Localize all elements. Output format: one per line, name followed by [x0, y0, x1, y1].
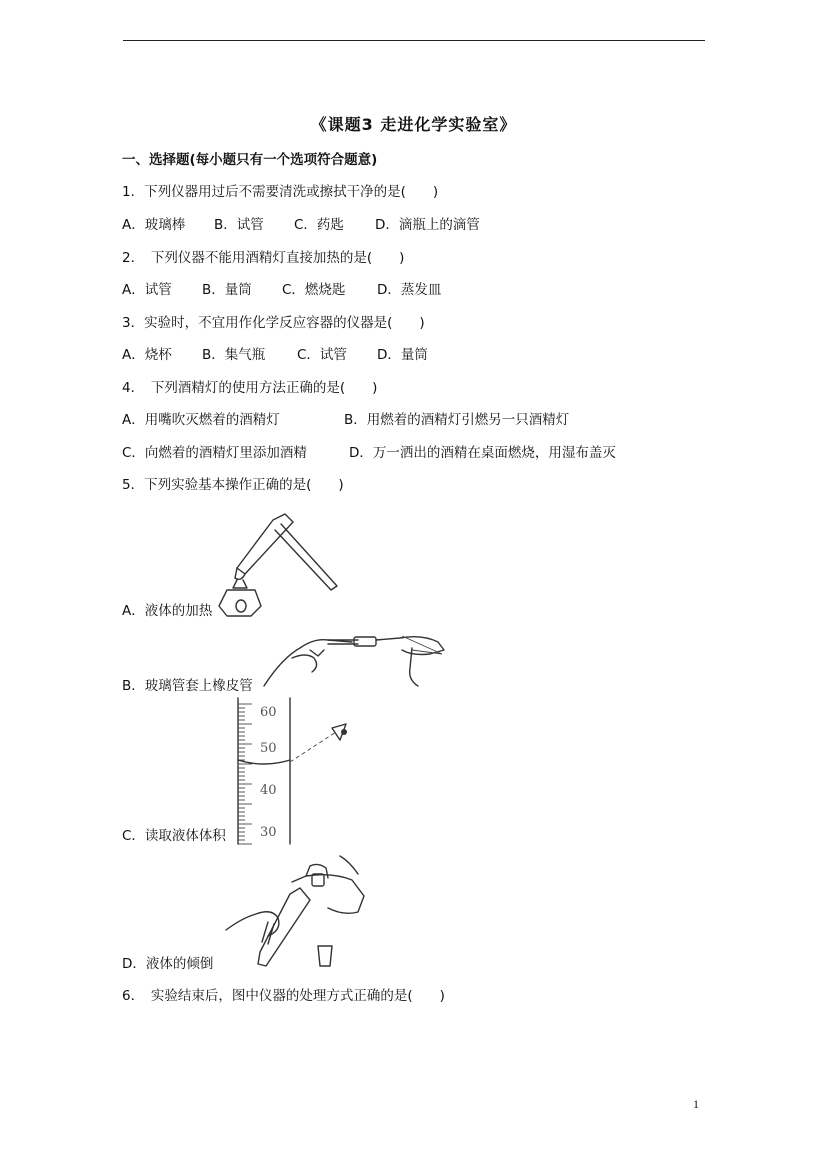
question-4-stem: 4． 下列酒精灯的使用方法正确的是( )	[122, 380, 378, 396]
q4-option-b: B．用燃着的酒精灯引燃另一只酒精灯	[344, 412, 570, 428]
q4-option-c: C．向燃着的酒精灯里添加酒精	[122, 445, 307, 461]
question-1-options	[122, 215, 480, 235]
question-2-stem: 2． 下列仪器不能用酒精灯直接加热的是( )	[122, 250, 405, 266]
question-1-stem: 1．下列仪器用过后不需要清洗或擦拭干净的是( )	[122, 184, 439, 200]
question-3-options	[122, 345, 428, 365]
question-4-options-cd	[122, 443, 616, 463]
q3-option-c: C．试管	[297, 347, 347, 363]
question-5-stem: 5．下列实验基本操作正确的是( )	[122, 477, 344, 493]
figure-liquid-heating	[215, 510, 345, 620]
section-heading: 一、选择题(每小题只有一个选项符合题意)	[122, 152, 378, 168]
question-6-stem: 6． 实验结束后，图中仪器的处理方式正确的是( )	[122, 988, 445, 1004]
q1-option-c: C．药匙	[294, 217, 344, 233]
q2-option-b: B．量筒	[202, 282, 252, 298]
q3-option-d: D．量筒	[377, 347, 428, 363]
q5-option-a: A．液体的加热	[122, 603, 213, 619]
q5-option-b: B．玻璃管套上橡皮管	[122, 678, 253, 694]
cylinder-mark-40: 40	[260, 783, 277, 798]
q1-option-b: B．试管	[214, 217, 264, 233]
q5-option-d: D．液体的倾倒	[122, 956, 214, 972]
q5-option-c: C．读取液体体积	[122, 828, 226, 844]
cylinder-mark-50: 50	[260, 741, 277, 756]
q3-option-b: B．集气瓶	[202, 347, 266, 363]
question-3-stem: 3．实验时，不宜用作化学反应容器的仪器是( )	[122, 315, 425, 331]
figure-glass-tube-rubber-hose	[262, 628, 447, 688]
figure-graduated-cylinder	[228, 696, 368, 846]
q2-option-d: D．蒸发皿	[377, 282, 442, 298]
q2-option-a: A．试管	[122, 282, 172, 298]
q2-option-c: C．燃烧匙	[282, 282, 346, 298]
question-2-options	[122, 280, 441, 300]
question-4-options-ab	[122, 410, 569, 430]
page-title: 《课题3 走进化学实验室》	[310, 115, 517, 134]
q1-option-d: D．滴瓶上的滴管	[375, 217, 480, 233]
header-rule	[123, 40, 705, 41]
q1-option-a: A．玻璃棒	[122, 217, 186, 233]
q4-option-a: A．用嘴吹灭燃着的酒精灯	[122, 412, 280, 428]
q4-option-d: D．万一洒出的酒精在桌面燃烧，用湿布盖灭	[349, 445, 616, 461]
cylinder-mark-30: 30	[260, 825, 277, 840]
page-number: 1	[693, 1097, 699, 1111]
q3-option-a: A．烧杯	[122, 347, 172, 363]
cylinder-mark-60: 60	[260, 705, 277, 720]
figure-liquid-pouring	[222, 852, 370, 970]
